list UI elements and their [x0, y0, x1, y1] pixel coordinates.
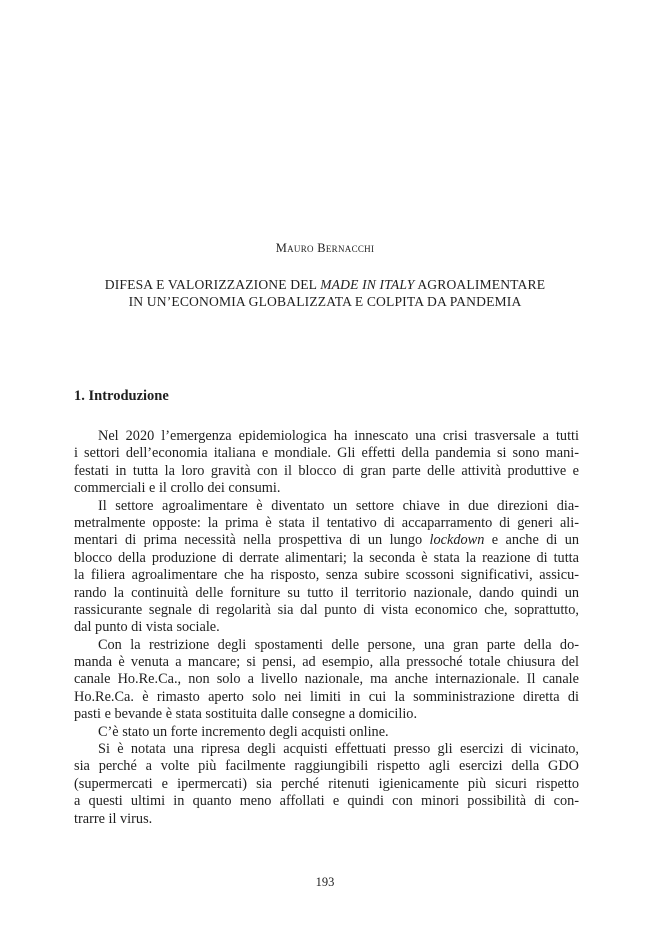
text-span: e anche di un: [484, 532, 579, 549]
text-line: Il settore agroalimentare è diventato un settore chiave in due direzioni dia-: [98, 497, 579, 514]
chapter-title-line-1: [60, 276, 590, 293]
text-line: blocco della produzione di derrate alimentari; la seconda è stata la reazione di tutta: [74, 549, 579, 566]
text-line: Si è notata una ripresa degli acquisti effettuati presso gli esercizi di vicinato,: [98, 741, 579, 758]
author-name: Mauro Bernacchi: [275, 241, 375, 255]
italic-term: lockdown: [429, 532, 485, 549]
title-italic-text: MADE IN ITALY: [320, 277, 415, 292]
text-line: metralmente opposte: la prima è stata il tentativo di accaparramento di generi ali-: [74, 514, 579, 531]
page-number: 193: [315, 875, 335, 889]
text-line: rando la continuità delle forniture su tutto il territorio nazionale, dando quindi un: [74, 584, 579, 601]
section-heading: 1. Introduzione: [74, 388, 169, 404]
body-text: [74, 428, 579, 828]
text-line: Con la restrizione degli spostamenti delle persone, una gran parte della do-: [98, 636, 579, 653]
text-line: commerciali e il crollo dei consumi.: [74, 480, 281, 497]
text-line: rassicurante segnale di regolarità sia dal punto di vista economico che, soprattutto,: [74, 601, 579, 618]
text-line: dal punto di vista sociale.: [74, 619, 220, 636]
text-span: mentari di prima necessità nella prospettiva di un lungo: [74, 532, 430, 549]
text-line: [74, 532, 579, 549]
title-text: AGROALIMENTARE: [414, 277, 546, 292]
text-line: manda è venuta a mancare; si pensi, ad esempio, alla pressoché totale chiusura del: [74, 654, 579, 671]
text-line: Ho.Re.Ca. è rimasto aperto solo nei limiti in cui la somministrazione diretta di: [74, 688, 579, 705]
chapter-title-line-2: IN UN’ECONOMIA GLOBALIZZATA E COLPITA DA PANDEMIA: [128, 294, 522, 310]
text-line: canale Ho.Re.Ca., non solo a livello nazionale, ma anche internazionale. Il canale: [74, 671, 579, 688]
text-line: i settori dell’economia italiana e mondiale. Gli effetti della pandemia si sono mani-: [74, 445, 579, 462]
chapter-title: [60, 276, 590, 311]
text-line: pasti e bevande è stata sostituita dalle consegne a domicilio.: [74, 706, 418, 723]
text-line: sia perché a volte più facilmente raggiungibili rispetto agli esercizi della GDO: [74, 758, 579, 775]
text-line: (supermercati e ipermercati) sia perché ritenuti igienicamente più sicuri rispetto: [74, 775, 579, 792]
text-line: la filiera agroalimentare che ha risposto, senza subire scossoni significativi, assicu-: [74, 567, 579, 584]
text-line: a questi ultimi in quanto meno affollati e quindi con minori possibilità di con-: [74, 793, 579, 810]
text-line: trarre il virus.: [74, 810, 153, 827]
text-line: Nel 2020 l’emergenza epidemiologica ha innescato una crisi trasversale a tutti: [98, 428, 579, 444]
title-text: DIFESA E VALORIZZAZIONE DEL: [104, 277, 321, 292]
text-line: C’è stato un forte incremento degli acquisti online.: [98, 723, 389, 740]
text-line: festati in tutta la loro gravità con il blocco di gran parte delle attività produttive e: [74, 462, 579, 479]
